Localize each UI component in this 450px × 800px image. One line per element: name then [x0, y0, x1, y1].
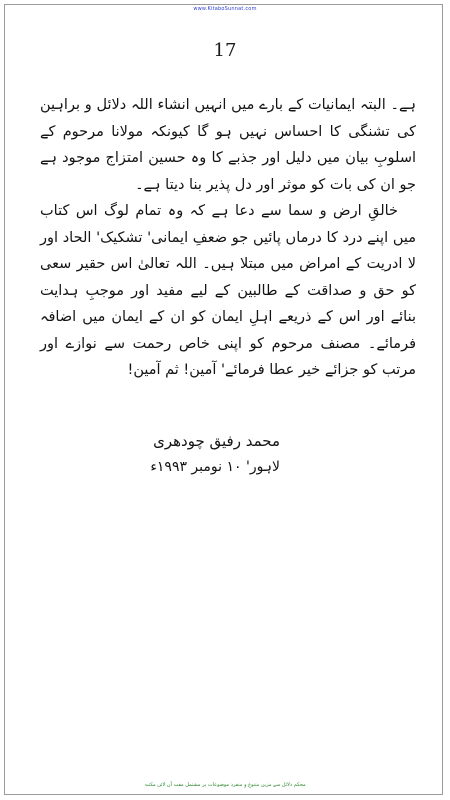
page-number: 17 [213, 40, 237, 61]
place-date: لاہور' ۱۰ نومبر ۱۹۹۳ء [150, 459, 280, 475]
website-watermark: www.KitaboSunnat.com [193, 6, 257, 12]
paragraph-2: خالقِ ارض و سما سے دعا ہے کہ وہ تمام لوگ اس کتاب میں اپنے درد کا درماں پائیں جو ضعفِ ایمانی' تشکیک' الحاد اور لا ادریت کے امراض میں مبتلا ہیں۔ اللہ تعالیٰ اس حقیر سعی کو حق و صداقت کے طالبین کے لیے مفید اور موجبِ ہدایت بنائے اور اس کے ذریعے اہلِ ایمان کو ان کے ایمان میں اضافہ فرمائے۔ مصنف مرحوم کو اپنی خاص رحمت سے نوازے اور مرتب کو جزائے خیر عطا فرمائے' آمین! ثم آمین! [40, 203, 416, 378]
body-text [40, 92, 416, 384]
paragraph-1: ہے۔ البتہ ایمانیات کے بارے میں انہیں انشاء اللہ دلائل و براہین کی تشنگی کا احساس نہیں ہو گا کیونکہ مولانا مرحوم کے اسلوبِ بیان میں دلیل اور جذبے کا وہ حسین امتزاج موجود ہے جو ان کی بات کو موثر اور دل پذیر بنا دیتا ہے۔ [40, 97, 416, 193]
author-signature: محمد رفیق چودھری [153, 432, 280, 450]
footer-note: محکم دلائل سے مزین متنوع و منفرد موضوعات پر مشتمل مفت آن لائن مکتبہ [144, 782, 306, 788]
